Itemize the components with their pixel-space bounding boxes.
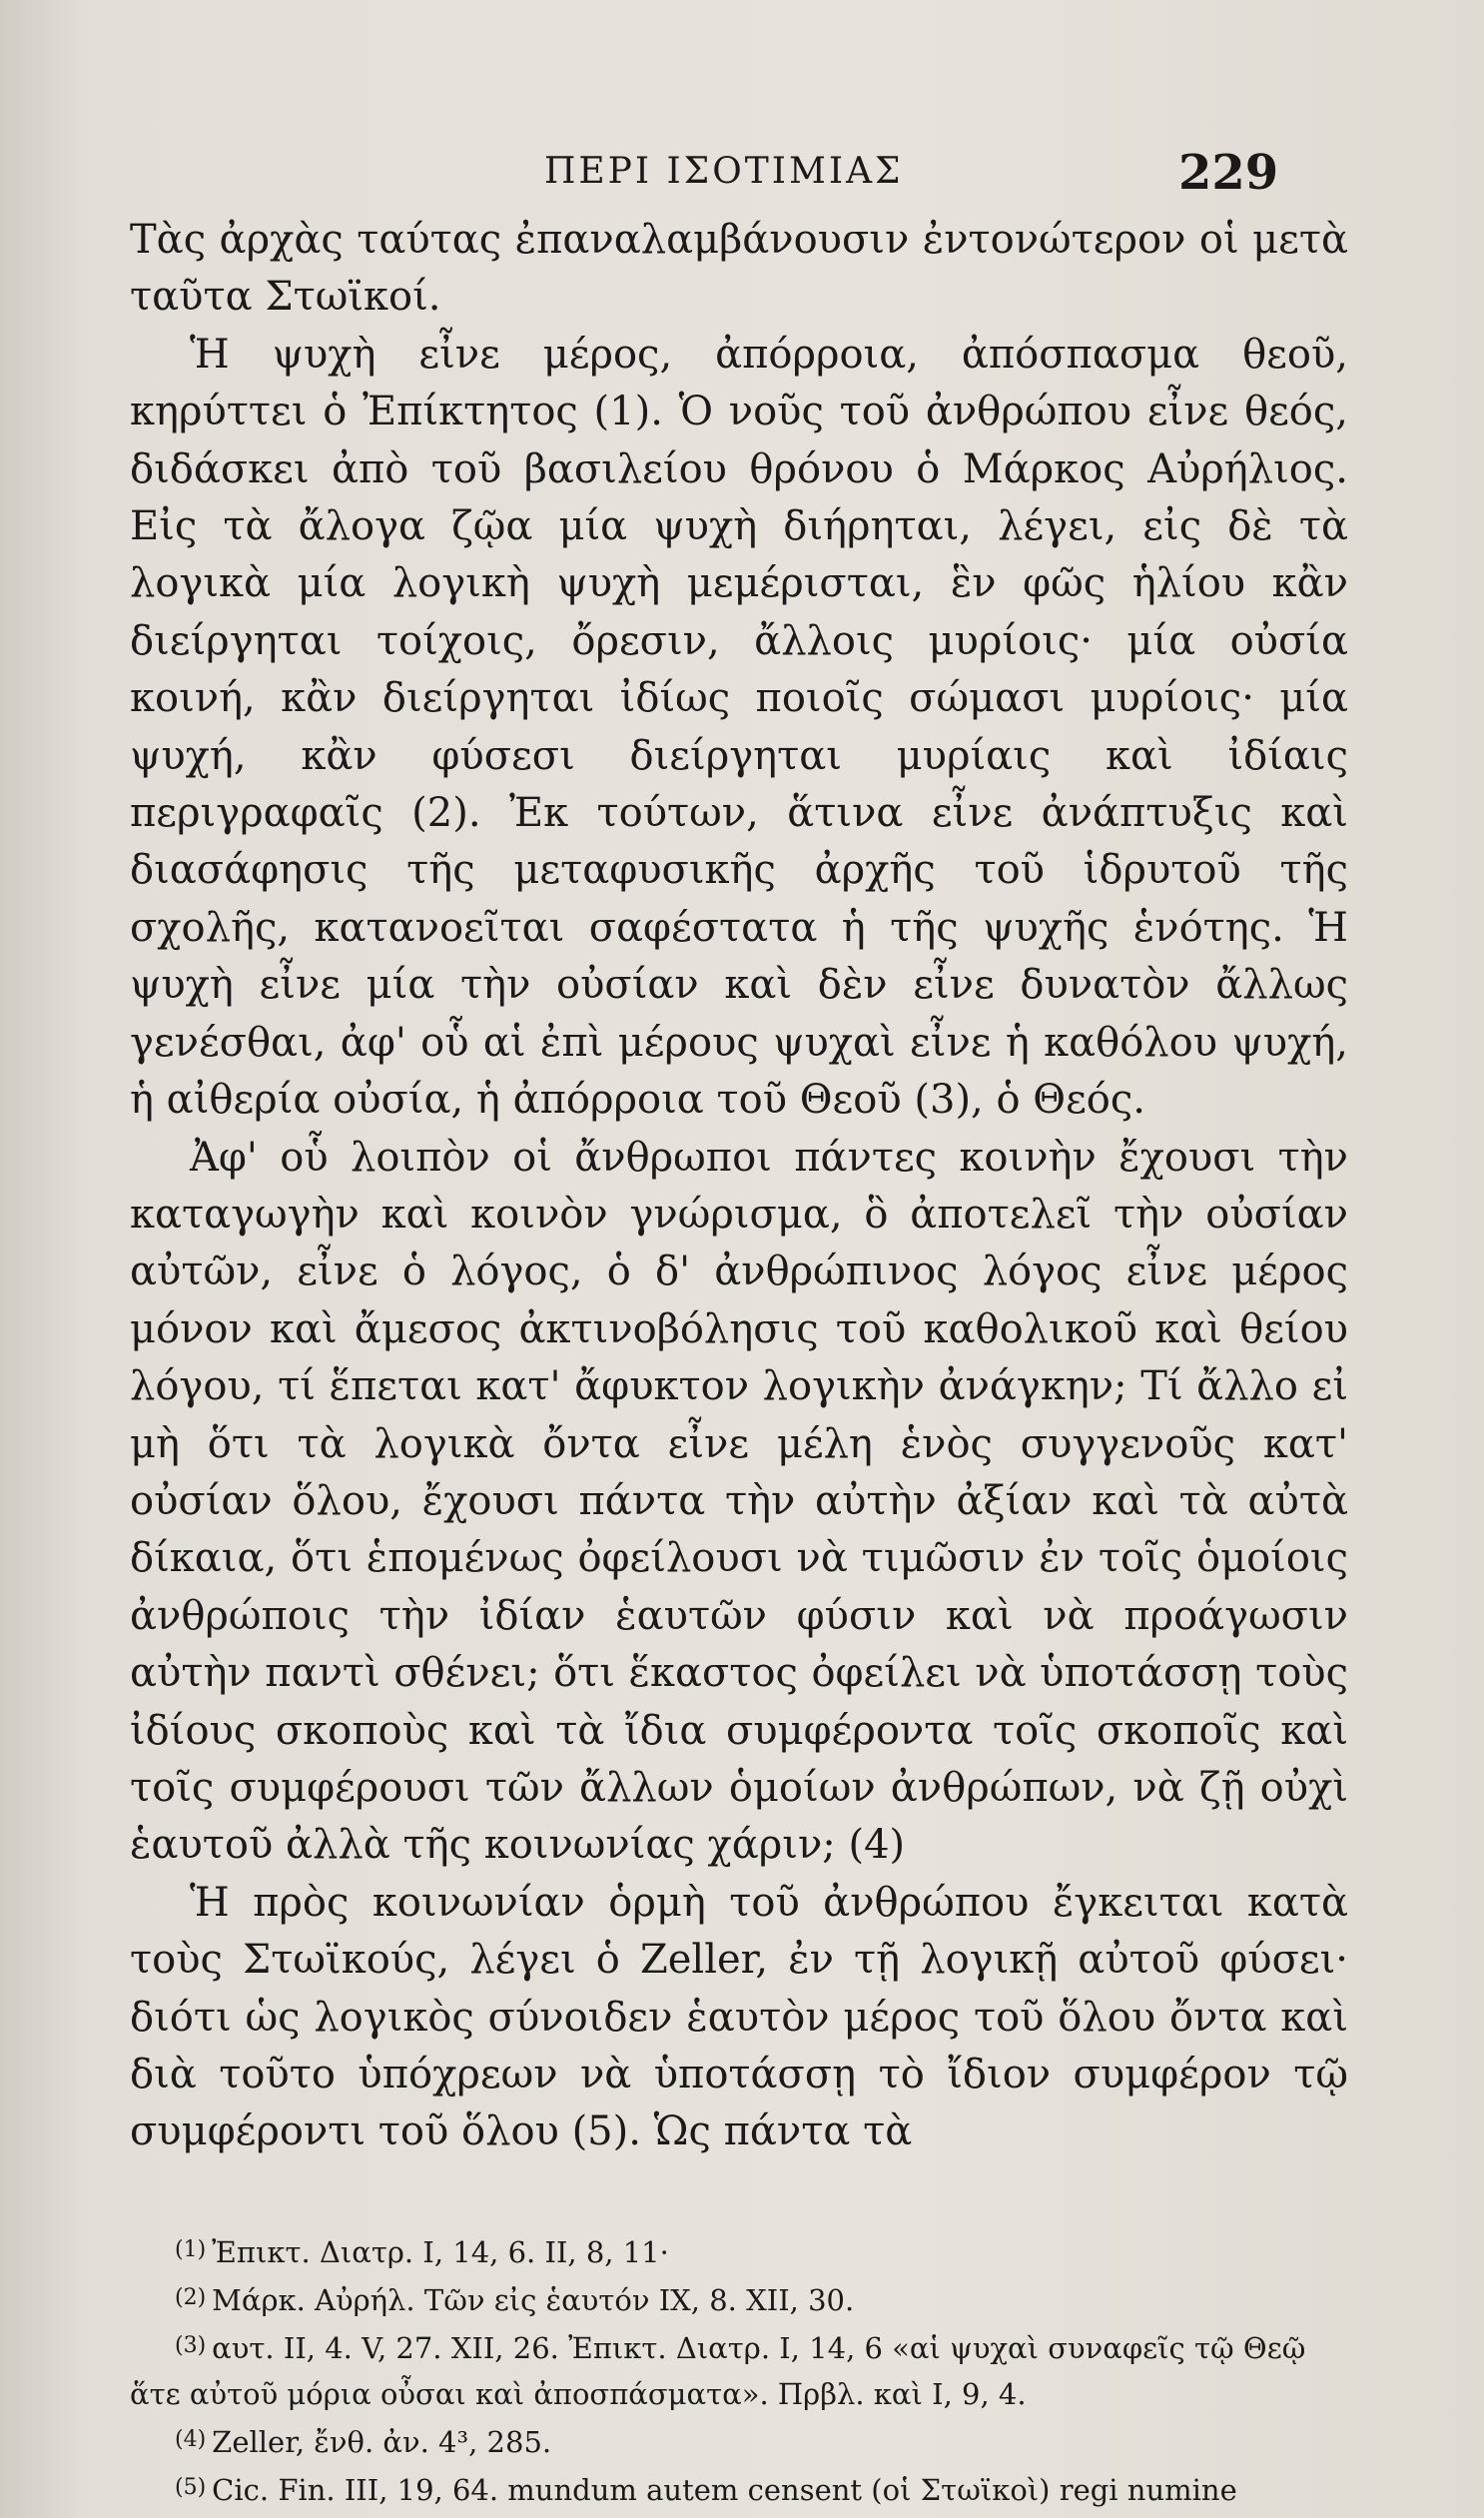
footnote-number: (1): [175, 2237, 207, 2262]
paragraph: Ἡ πρὸς κοινωνίαν ὁρμὴ τοῦ ἀνθρώπου ἔγκειται κατὰ τοὺς Στωϊκούς, λέγει ὁ Zeller, ἐν τῇ λογικῇ αὐτοῦ φύσει· διότι ὡς λογικὸς σύνοιδεν ἑαυτὸν μέρος τοῦ ὅλου ὄντα καὶ διὰ τοῦτο ὑπόχρεων νὰ ὑποτάσσῃ τὸ ἴδιον συμφέρον τῷ συμφέροντι τοῦ ὅλου (5). Ὡς πάντα τὰ: [130, 1879, 1348, 2155]
footnote-text: Cic. Fin. III, 19, 64. mundum autem censent (οἱ Στωϊκοὶ) regi numine: [212, 2473, 1237, 2507]
body-text: [130, 212, 1348, 2161]
paragraph: Ἀφ' οὗ λοιπὸν οἱ ἄνθρωποι πάντες κοινὴν ἔχουσι τὴν καταγωγὴν καὶ κοινὸν γνώρισμα, ὃ ἀποτελεῖ τὴν οὐσίαν αὐτῶν, εἶνε ὁ λόγος, ὁ δ' ἀνθρώπινος λόγος εἶνε μέρος μόνον καὶ ἄμεσος ἀκτινοβόλησις τοῦ καθολικοῦ καὶ θείου λόγου, τί ἕπεται κατ' ἄφυκτον λογικὴν ἀνάγκην; Τί ἄλλο εἰ μὴ ὅτι τὰ λογικὰ ὄντα εἶνε μέλη ἑνὸς συγγενοῦς κατ' οὐσίαν ὅλου, ἔχουσι πάντα τὴν αὐτὴν ἀξίαν καὶ τὰ αὐτὰ δίκαια, ὅτι ἑπομένως ὀφείλουσι νὰ τιμῶσιν ἐν τοῖς ὁμοίοις ἀνθρώποις τὴν ἰδίαν ἑαυτῶν φύσιν καὶ νὰ προάγωσιν αὐτὴν παντὶ σθένει; ὅτι ἕκαστος ὀφείλει νὰ ὑποτάσσῃ τοὺς ἰδίους σκοποὺς καὶ τὰ ἴδια συμφέροντα τοῖς σκοποῖς καὶ τοῖς συμφέρουσι τῶν ἄλλων ὁμοίων ἀνθρώπων, νὰ ζῇ οὐχὶ ἑαυτοῦ ἀλλὰ τῆς κοινωνίας χάριν; (4): [130, 1134, 1348, 1869]
paragraph: Ἡ ψυχὴ εἶνε μέρος, ἀπόρροια, ἀπόσπασμα θεοῦ, κηρύττει ὁ Ἐπίκτητος (1). Ὁ νοῦς τοῦ ἀνθρώπου εἶνε θεός, διδάσκει ἀπὸ τοῦ βασιλείου θρόνου ὁ Μάρκος Αὐρήλιος. Εἰς τὰ ἄλογα ζῷα μία ψυχὴ διήρηται, λέγει, εἰς δὲ τὰ λογικὰ μία λογικὴ ψυχὴ μεμέρισται, ἓν φῶς ἡλίου κἂν διείργηται τοίχοις, ὄρεσιν, ἄλλοις μυρίοις· μία οὐσία κοινή, κἂν διείργηται ἰδίως ποιοῖς σώμασι μυρίοις· μία ψυχή, κἂν φύσεσι διείργηται μυρίαις καὶ ἰδίαις περιγραφαῖς (2). Ἐκ τούτων, ἅτινα εἶνε ἀνάπτυξις καὶ διασάφησις τῆς μεταφυσικῆς ἀρχῆς τοῦ ἱδρυτοῦ τῆς σχολῆς, κατανοεῖται σαφέστατα ἡ τῆς ψυχῆς ἑνότης. Ἡ ψυχὴ εἶνε μία τὴν οὐσίαν καὶ δὲν εἶνε δυνατὸν ἄλλως γενέσθαι, ἀφ' οὗ αἱ ἐπὶ μέρους ψυχαὶ εἶνε ἡ καθόλου ψυχή, ἡ αἰθερία οὐσία, ἡ ἀπόρροια τοῦ Θεοῦ (3), ὁ Θεός.: [130, 331, 1348, 1124]
footnote-number: (2): [175, 2285, 207, 2310]
paragraph: Τὰς ἀρχὰς ταύτας ἐπαναλαμβάνουσιν ἐντονώτερον οἱ μετὰ ταῦτα Στωϊκοί.: [130, 217, 1348, 321]
footnotes: [130, 2227, 1348, 2513]
footnote-number: (3): [175, 2333, 207, 2358]
footnote-text: Μάρκ. Αὐρήλ. Τῶν εἰς ἑαυτόν IX, 8. XII, 30.: [212, 2283, 855, 2317]
running-head: ΠΕΡΙ ΙΣΟΤΙΜΙΑΣ: [544, 151, 904, 192]
footnote-text: Ἐπικτ. Διατρ. I, 14, 6. II, 8, 11·: [212, 2235, 669, 2269]
footnote-text: αυτ. II, 4. V, 27. XII, 26. Ἐπικτ. Διατρ. I, 14, 6 «αἱ ψυχαὶ συναφεῖς τῷ Θεῷ ἅτε αὐτοῦ μόρια οὖσαι καὶ ἀποσπάσματα». Πρβλ. καὶ I, 9, 4.: [130, 2331, 1306, 2411]
footnote: [130, 2417, 1348, 2465]
footnote-text: Zeller, ἔνθ. ἀν. 4³, 285.: [212, 2425, 552, 2459]
footnote-number: (4): [175, 2427, 207, 2452]
footnote-number: (5): [175, 2475, 207, 2500]
footnote: [130, 2227, 1348, 2275]
page-number: 229: [1178, 145, 1279, 201]
footnote: [130, 2465, 1348, 2513]
footnote: [130, 2275, 1348, 2323]
page-header: [0, 145, 1484, 205]
footnote: [130, 2323, 1348, 2417]
